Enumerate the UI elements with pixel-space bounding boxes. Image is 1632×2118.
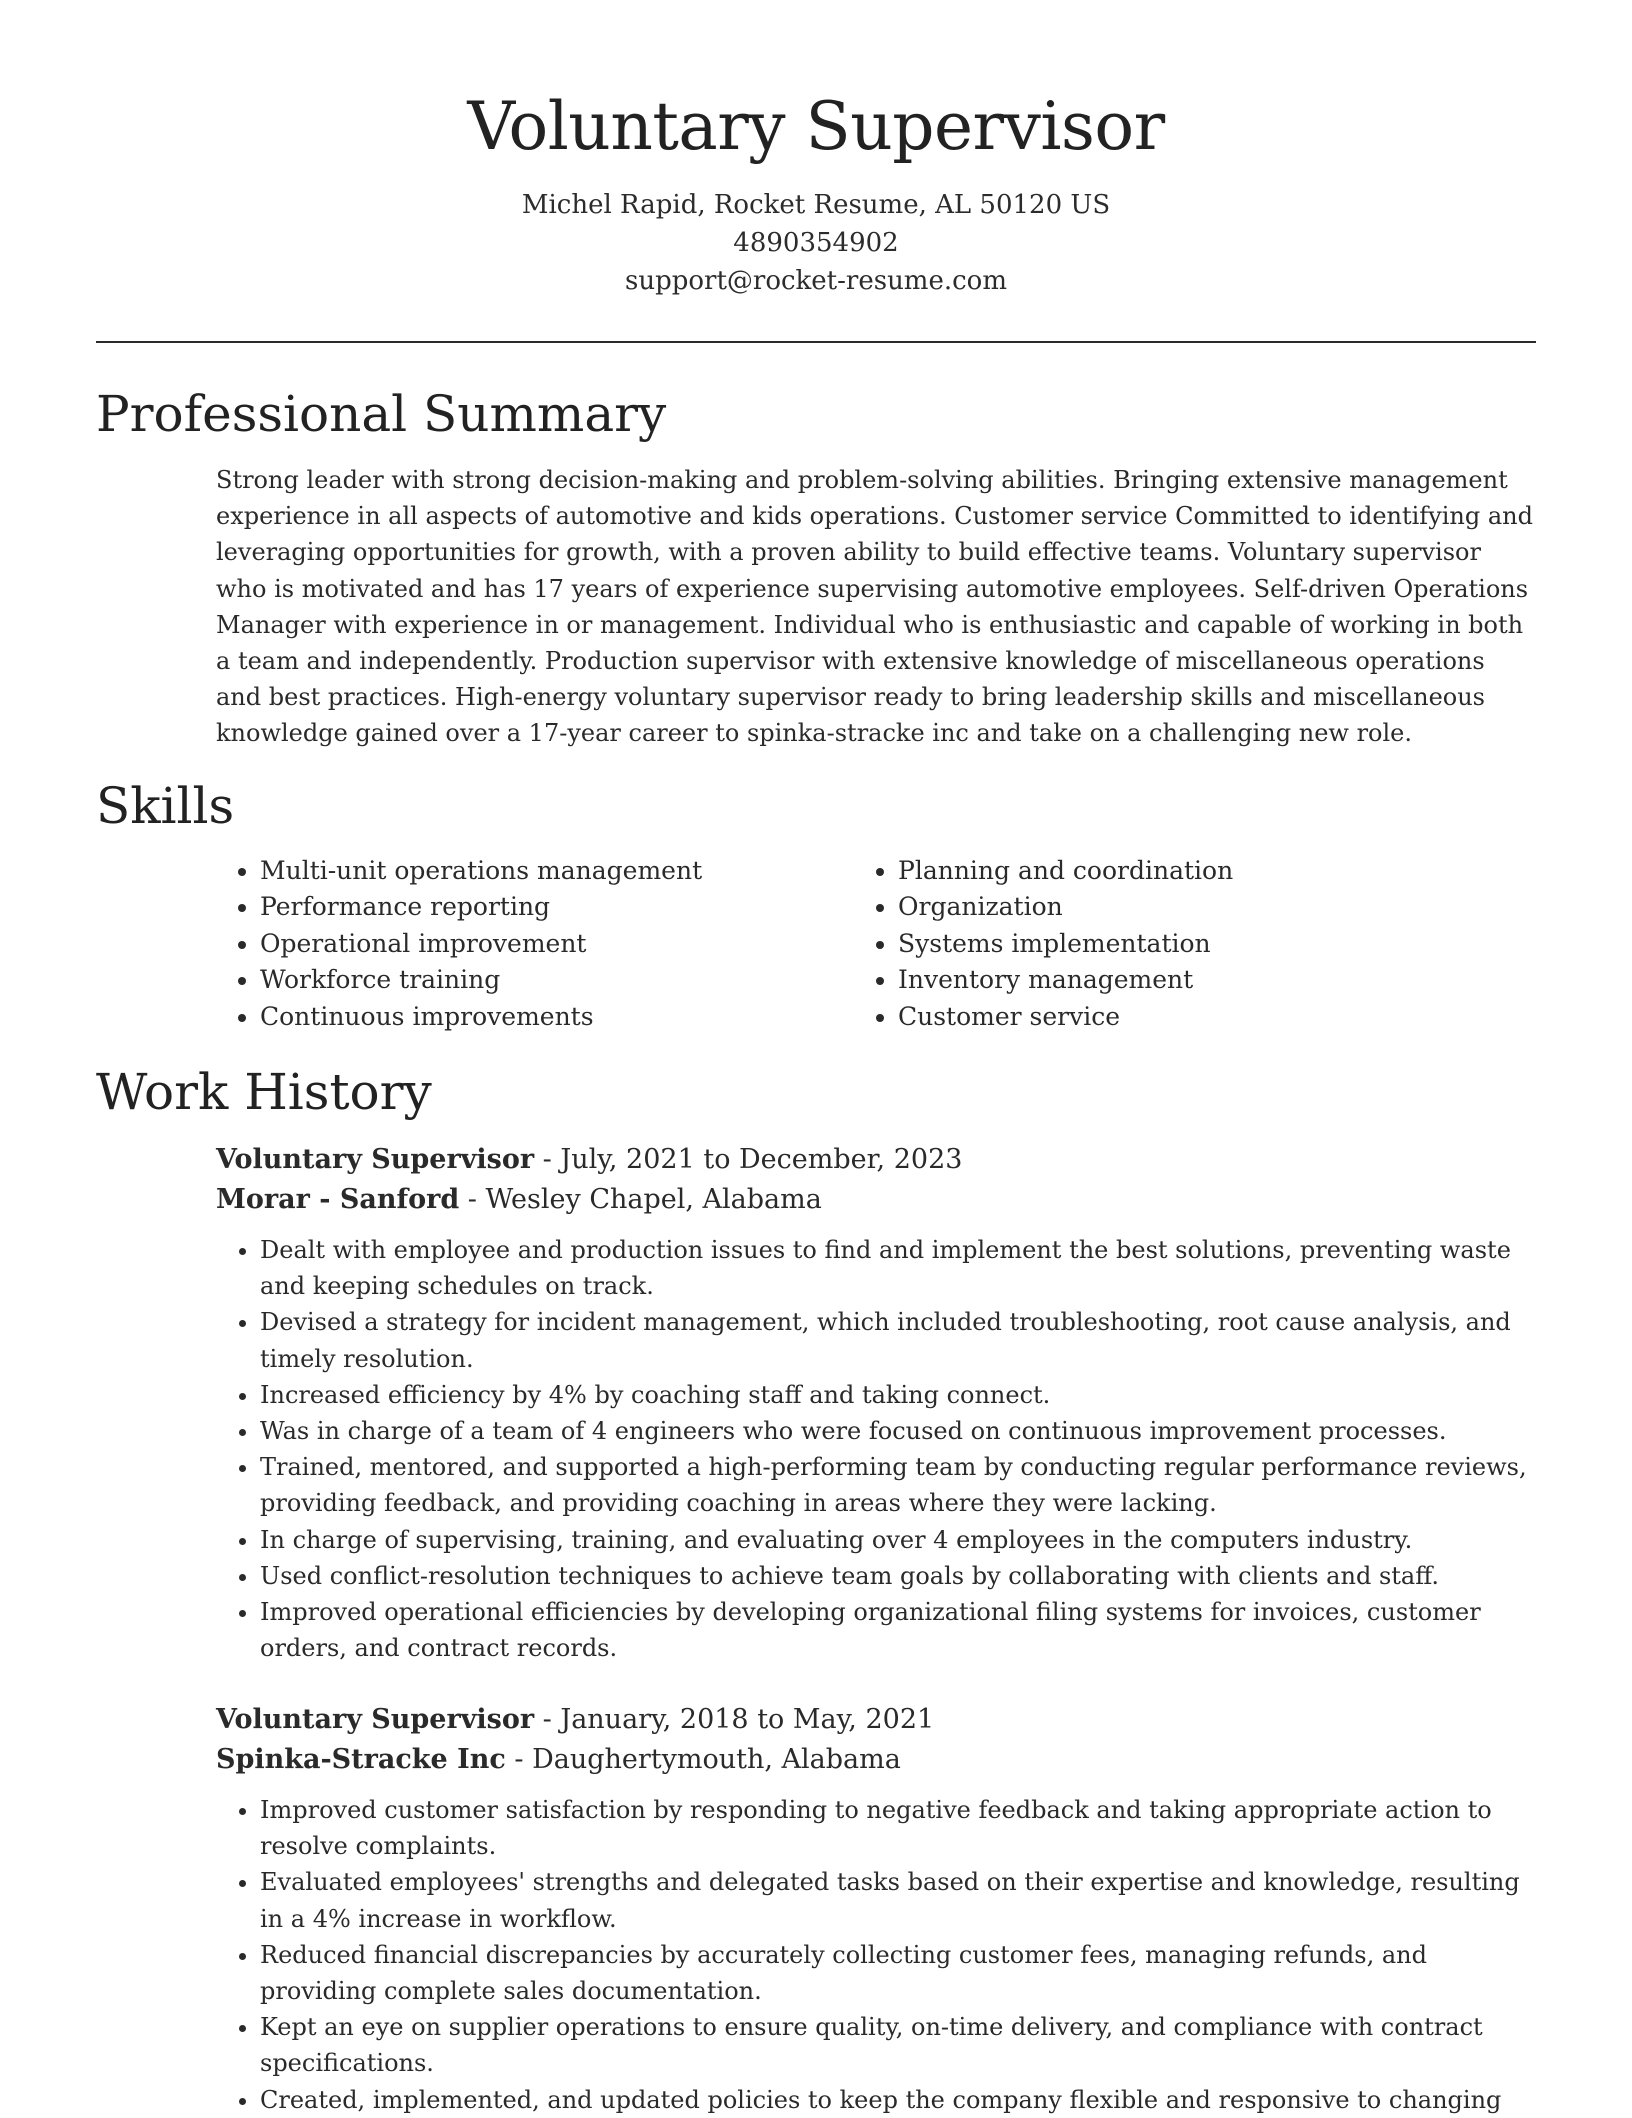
job-company: Morar - Sanford <box>216 1184 460 1215</box>
job-bullet: • Was in charge of a team of 4 engineers who were focused on continuous improvement processes. <box>260 1413 1536 1449</box>
job-title-line <box>216 1140 1536 1180</box>
job-bullet: • Devised a strategy for incident management, which included troubleshooting, root cause analysis, and timely resolution. <box>260 1304 1536 1376</box>
job-bullet: • Reduced financial discrepancies by accurately collecting customer fees, managing refunds, and providing complete sales documentation. <box>260 1937 1536 2009</box>
skill-item: • Organization <box>898 889 1536 925</box>
job-role: Voluntary Supervisor <box>216 1704 535 1735</box>
summary-text: Strong leader with strong decision-making and problem-solving abilities. Bringing extensive management experience in all aspects of automotive and kids operations. Customer service Committed to identifying and leveraging opportunities for growth, with a proven ability to build effective teams. Voluntary supervisor who is motivated and has 17 years of experience supervising automotive employees. Self-driven Operations Manager with experience in or management. Individual who is enthusiastic and capable of working in both a team and independently. Production supervisor with extensive knowledge of miscellaneous operations and best practices. High-energy voluntary supervisor ready to bring leadership skills and miscellaneous knowledge gained over a 17-year career to spinka-stracke inc and take on a challenging new role. <box>216 466 1533 748</box>
skill-item: • Workforce training <box>260 962 898 998</box>
skill-item: • Inventory management <box>898 962 1536 998</box>
job-entry <box>216 1140 1536 1666</box>
job-company-line <box>216 1740 1536 1780</box>
job-company-line <box>216 1180 1536 1220</box>
job-bullet: • Used conflict-resolution techniques to achieve team goals by collaborating with clients and staff. <box>260 1558 1536 1594</box>
job-bullet: • Increased efficiency by 4% by coaching staff and taking connect. <box>260 1377 1536 1413</box>
skill-item: • Systems implementation <box>898 926 1536 962</box>
skills-column-right <box>898 853 1536 1035</box>
skill-item: • Continuous improvements <box>260 999 898 1035</box>
summary-heading: Professional Summary <box>96 385 667 443</box>
work-history-heading: Work History <box>96 1063 432 1121</box>
job-role: Voluntary Supervisor <box>216 1144 535 1175</box>
resume-header <box>0 82 1632 300</box>
job-bullet: • Trained, mentored, and supported a high-performing team by conducting regular performance reviews, providing feedback, and providing coaching in areas where they were lacking. <box>260 1449 1536 1521</box>
job-bullet: • Kept an eye on supplier operations to ensure quality, on-time delivery, and compliance with contract specifications. <box>260 2009 1536 2081</box>
job-location: - Wesley Chapel, Alabama <box>459 1184 822 1215</box>
job-bullet: • Evaluated employees' strengths and delegated tasks based on their expertise and knowledge, resulting in a 4% increase in workflow. <box>260 1864 1536 1936</box>
skill-item: • Planning and coordination <box>898 853 1536 889</box>
contact-block <box>0 186 1632 300</box>
phone-line: 4890354902 <box>733 228 899 258</box>
job-entry <box>216 1700 1536 2118</box>
skill-item: • Multi-unit operations management <box>260 853 898 889</box>
skill-item: • Performance reporting <box>260 889 898 925</box>
job-bullet: • Created, implemented, and updated policies to keep the company flexible and responsive to changing <box>260 2082 1536 2118</box>
job-bullets <box>216 1792 1536 2118</box>
skill-item: • Operational improvement <box>260 926 898 962</box>
job-bullet: • Improved operational efficiencies by developing organizational filing systems for invoices, customer orders, and contract records. <box>260 1594 1536 1666</box>
job-location: - Daughertymouth, Alabama <box>505 1744 901 1775</box>
skills-heading: Skills <box>96 777 235 835</box>
job-bullet: • Improved customer satisfaction by responding to negative feedback and taking appropriate action to resolve complaints. <box>260 1792 1536 1864</box>
header-divider <box>96 341 1536 343</box>
job-bullets <box>216 1232 1536 1666</box>
page-title: Voluntary Supervisor <box>467 88 1165 165</box>
job-title-line <box>216 1700 1536 1740</box>
job-bullet: • In charge of supervising, training, and evaluating over 4 employees in the computers industry. <box>260 1522 1536 1558</box>
job-dates: - July, 2021 to December, 2023 <box>534 1144 963 1175</box>
email-line: support@rocket-resume.com <box>624 266 1007 296</box>
address-line: Michel Rapid, Rocket Resume, AL 50120 US <box>521 190 1111 220</box>
skill-item: • Customer service <box>898 999 1536 1035</box>
job-dates: - January, 2018 to May, 2021 <box>534 1704 935 1735</box>
skills-list <box>216 853 1536 1035</box>
job-company: Spinka-Stracke Inc <box>216 1744 506 1775</box>
skills-column-left <box>216 853 898 1035</box>
job-bullet: • Dealt with employee and production issues to find and implement the best solutions, preventing waste and keeping schedules on track. <box>260 1232 1536 1304</box>
